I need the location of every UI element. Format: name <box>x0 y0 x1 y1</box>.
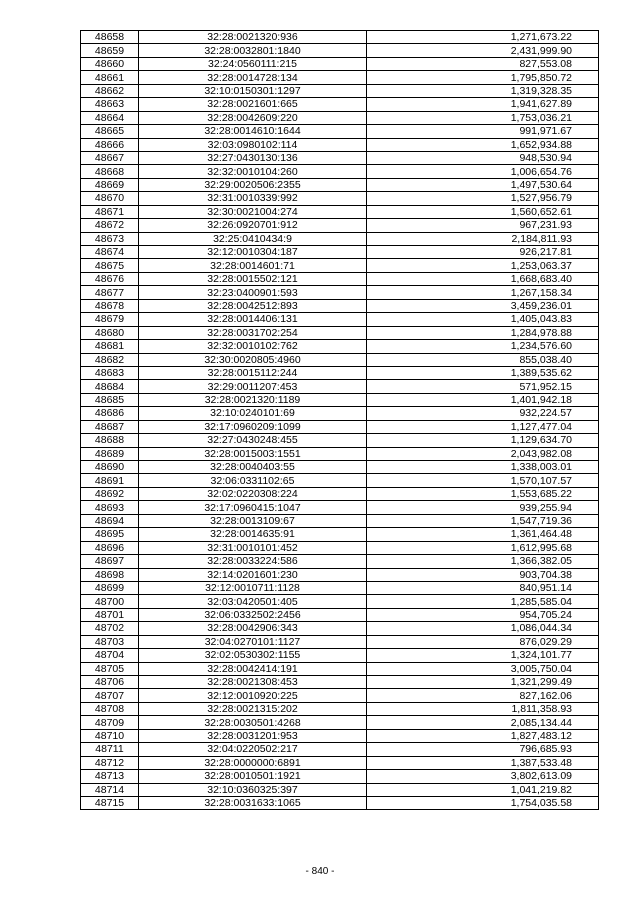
cadastral-number-cell: 32:24:0560111:215 <box>139 57 367 70</box>
amount-cell: 3,459,236.01 <box>367 299 599 312</box>
cadastral-number-cell: 32:28:0031702:254 <box>139 326 367 339</box>
amount-cell: 903,704.38 <box>367 568 599 581</box>
row-number-cell: 48713 <box>81 770 139 783</box>
row-number-cell: 48667 <box>81 151 139 164</box>
table-row <box>81 299 599 312</box>
row-number-cell: 48705 <box>81 662 139 675</box>
table-row <box>81 313 599 326</box>
table-row <box>81 151 599 164</box>
cadastral-number-cell: 32:29:0020506:2355 <box>139 178 367 191</box>
row-number-cell: 48689 <box>81 447 139 460</box>
table-row <box>81 44 599 57</box>
row-number-cell: 48706 <box>81 676 139 689</box>
row-number-cell: 48661 <box>81 71 139 84</box>
row-number-cell: 48687 <box>81 420 139 433</box>
amount-cell: 827,553.08 <box>367 57 599 70</box>
table-row <box>81 434 599 447</box>
cadastral-number-cell: 32:28:0015502:121 <box>139 272 367 285</box>
amount-cell: 991,971.67 <box>367 125 599 138</box>
row-number-cell: 48675 <box>81 259 139 272</box>
table-row <box>81 662 599 675</box>
row-number-cell: 48668 <box>81 165 139 178</box>
cadastral-number-cell: 32:28:0021601:665 <box>139 98 367 111</box>
table-row <box>81 689 599 702</box>
amount-cell: 1,319,328.35 <box>367 84 599 97</box>
amount-cell: 1,234,576.60 <box>367 340 599 353</box>
table-row <box>81 756 599 769</box>
row-number-cell: 48697 <box>81 555 139 568</box>
amount-cell: 1,389,535.62 <box>367 366 599 379</box>
amount-cell: 2,043,982.08 <box>367 447 599 460</box>
row-number-cell: 48662 <box>81 84 139 97</box>
cadastral-number-cell: 32:12:0010920:225 <box>139 689 367 702</box>
row-number-cell: 48674 <box>81 246 139 259</box>
cadastral-number-cell: 32:28:0015112:244 <box>139 366 367 379</box>
cadastral-number-cell: 32:28:0014728:134 <box>139 71 367 84</box>
row-number-cell: 48678 <box>81 299 139 312</box>
amount-cell: 1,324,101.77 <box>367 649 599 662</box>
table-row <box>81 259 599 272</box>
amount-cell: 1,006,654.76 <box>367 165 599 178</box>
amount-cell: 1,827,483.12 <box>367 729 599 742</box>
table-row <box>81 286 599 299</box>
amount-cell: 855,038.40 <box>367 353 599 366</box>
row-number-cell: 48710 <box>81 729 139 742</box>
amount-cell: 1,405,043.83 <box>367 313 599 326</box>
table-row <box>81 796 599 809</box>
table-body <box>81 31 599 810</box>
row-number-cell: 48682 <box>81 353 139 366</box>
cadastral-number-cell: 32:02:0220308:224 <box>139 487 367 500</box>
table-row <box>81 192 599 205</box>
row-number-cell: 48665 <box>81 125 139 138</box>
table-row <box>81 366 599 379</box>
cadastral-number-cell: 32:32:0010102:762 <box>139 340 367 353</box>
table-row <box>81 635 599 648</box>
row-number-cell: 48677 <box>81 286 139 299</box>
cadastral-number-cell: 32:14:0201601:230 <box>139 568 367 581</box>
amount-cell: 1,253,063.37 <box>367 259 599 272</box>
table-row <box>81 31 599 44</box>
cadastral-number-cell: 32:28:0021320:936 <box>139 31 367 44</box>
cadastral-number-cell: 32:28:0021308:453 <box>139 676 367 689</box>
table-row <box>81 555 599 568</box>
amount-cell: 1,811,358.93 <box>367 702 599 715</box>
amount-cell: 571,952.15 <box>367 380 599 393</box>
amount-cell: 926,217.81 <box>367 246 599 259</box>
amount-cell: 3,802,613.09 <box>367 770 599 783</box>
amount-cell: 796,685.93 <box>367 743 599 756</box>
table-row <box>81 71 599 84</box>
data-table <box>80 30 599 810</box>
row-number-cell: 48663 <box>81 98 139 111</box>
cadastral-number-cell: 32:28:0032801:1840 <box>139 44 367 57</box>
row-number-cell: 48696 <box>81 541 139 554</box>
table-row <box>81 138 599 151</box>
table-row <box>81 487 599 500</box>
table-row <box>81 407 599 420</box>
table-row <box>81 111 599 124</box>
amount-cell: 1,127,477.04 <box>367 420 599 433</box>
row-number-cell: 48681 <box>81 340 139 353</box>
amount-cell: 1,547,719.36 <box>367 514 599 527</box>
amount-cell: 840,951.14 <box>367 581 599 594</box>
row-number-cell: 48666 <box>81 138 139 151</box>
cadastral-number-cell: 32:31:0010339:992 <box>139 192 367 205</box>
table-row <box>81 393 599 406</box>
table-row <box>81 272 599 285</box>
row-number-cell: 48698 <box>81 568 139 581</box>
amount-cell: 1,338,003.01 <box>367 461 599 474</box>
cadastral-number-cell: 32:28:0040403:55 <box>139 461 367 474</box>
cadastral-number-cell: 32:28:0021320:1189 <box>139 393 367 406</box>
cadastral-number-cell: 32:02:0530302:1155 <box>139 649 367 662</box>
row-number-cell: 48688 <box>81 434 139 447</box>
cadastral-number-cell: 32:26:0920701:912 <box>139 219 367 232</box>
table-row <box>81 622 599 635</box>
table-row <box>81 702 599 715</box>
amount-cell: 1,387,533.48 <box>367 756 599 769</box>
table-row <box>81 568 599 581</box>
table-row <box>81 205 599 218</box>
table-row <box>81 84 599 97</box>
table-row <box>81 353 599 366</box>
row-number-cell: 48699 <box>81 581 139 594</box>
table-row <box>81 676 599 689</box>
cadastral-number-cell: 32:32:0010104:260 <box>139 165 367 178</box>
cadastral-number-cell: 32:28:0042906:343 <box>139 622 367 635</box>
table-row <box>81 232 599 245</box>
cadastral-number-cell: 32:10:0240101:69 <box>139 407 367 420</box>
amount-cell: 954,705.24 <box>367 608 599 621</box>
amount-cell: 1,129,634.70 <box>367 434 599 447</box>
table-row <box>81 461 599 474</box>
amount-cell: 1,553,685.22 <box>367 487 599 500</box>
row-number-cell: 48714 <box>81 783 139 796</box>
amount-cell: 1,795,850.72 <box>367 71 599 84</box>
cadastral-number-cell: 32:06:0332502:2456 <box>139 608 367 621</box>
table-row <box>81 541 599 554</box>
row-number-cell: 48664 <box>81 111 139 124</box>
table-row <box>81 770 599 783</box>
row-number-cell: 48673 <box>81 232 139 245</box>
row-number-cell: 48660 <box>81 57 139 70</box>
cadastral-number-cell: 32:03:0980102:114 <box>139 138 367 151</box>
row-number-cell: 48709 <box>81 716 139 729</box>
cadastral-number-cell: 32:17:0960209:1099 <box>139 420 367 433</box>
table-row <box>81 178 599 191</box>
row-number-cell: 48702 <box>81 622 139 635</box>
row-number-cell: 48703 <box>81 635 139 648</box>
amount-cell: 3,005,750.04 <box>367 662 599 675</box>
amount-cell: 1,361,464.48 <box>367 528 599 541</box>
table-row <box>81 501 599 514</box>
cadastral-number-cell: 32:28:0030501:4268 <box>139 716 367 729</box>
amount-cell: 1,612,995.68 <box>367 541 599 554</box>
cadastral-number-cell: 32:28:0014406:131 <box>139 313 367 326</box>
table-row <box>81 729 599 742</box>
cadastral-number-cell: 32:30:0021004:274 <box>139 205 367 218</box>
cadastral-number-cell: 32:28:0014601:71 <box>139 259 367 272</box>
cadastral-number-cell: 32:23:0400901:593 <box>139 286 367 299</box>
cadastral-number-cell: 32:12:0010711:1128 <box>139 581 367 594</box>
cadastral-number-cell: 32:10:0360325:397 <box>139 783 367 796</box>
cadastral-number-cell: 32:28:0042414:191 <box>139 662 367 675</box>
amount-cell: 1,497,530.64 <box>367 178 599 191</box>
amount-cell: 1,366,382.05 <box>367 555 599 568</box>
amount-cell: 948,530.94 <box>367 151 599 164</box>
cadastral-number-cell: 32:28:0013109:67 <box>139 514 367 527</box>
amount-cell: 2,184,811.93 <box>367 232 599 245</box>
table-row <box>81 340 599 353</box>
cadastral-number-cell: 32:06:0331102:65 <box>139 474 367 487</box>
table-row <box>81 326 599 339</box>
amount-cell: 1,271,673.22 <box>367 31 599 44</box>
row-number-cell: 48692 <box>81 487 139 500</box>
table-row <box>81 219 599 232</box>
amount-cell: 932,224.57 <box>367 407 599 420</box>
cadastral-number-cell: 32:28:0014635:91 <box>139 528 367 541</box>
row-number-cell: 48683 <box>81 366 139 379</box>
row-number-cell: 48691 <box>81 474 139 487</box>
amount-cell: 1,267,158.34 <box>367 286 599 299</box>
amount-cell: 1,652,934.88 <box>367 138 599 151</box>
row-number-cell: 48684 <box>81 380 139 393</box>
page-number: - 840 - <box>305 866 335 877</box>
cadastral-number-cell: 32:25:0410434:9 <box>139 232 367 245</box>
row-number-cell: 48708 <box>81 702 139 715</box>
amount-cell: 1,321,299.49 <box>367 676 599 689</box>
amount-cell: 1,041,219.82 <box>367 783 599 796</box>
row-number-cell: 48711 <box>81 743 139 756</box>
cadastral-number-cell: 32:28:0042512:893 <box>139 299 367 312</box>
table-row <box>81 98 599 111</box>
row-number-cell: 48679 <box>81 313 139 326</box>
table-row <box>81 246 599 259</box>
row-number-cell: 48712 <box>81 756 139 769</box>
table-row <box>81 380 599 393</box>
table-row <box>81 528 599 541</box>
amount-cell: 939,255.94 <box>367 501 599 514</box>
table-row <box>81 743 599 756</box>
row-number-cell: 48672 <box>81 219 139 232</box>
cadastral-number-cell: 32:27:0430130:136 <box>139 151 367 164</box>
amount-cell: 1,668,683.40 <box>367 272 599 285</box>
row-number-cell: 48694 <box>81 514 139 527</box>
table-row <box>81 125 599 138</box>
amount-cell: 1,570,107.57 <box>367 474 599 487</box>
amount-cell: 1,086,044.34 <box>367 622 599 635</box>
cadastral-number-cell: 32:04:0270101:1127 <box>139 635 367 648</box>
cadastral-number-cell: 32:28:0033224:586 <box>139 555 367 568</box>
table-row <box>81 608 599 621</box>
row-number-cell: 48685 <box>81 393 139 406</box>
table-row <box>81 649 599 662</box>
amount-cell: 1,401,942.18 <box>367 393 599 406</box>
cadastral-number-cell: 32:29:0011207:453 <box>139 380 367 393</box>
row-number-cell: 48715 <box>81 796 139 809</box>
cadastral-number-cell: 32:28:0014610:1644 <box>139 125 367 138</box>
table-row <box>81 165 599 178</box>
row-number-cell: 48700 <box>81 595 139 608</box>
amount-cell: 1,941,627.89 <box>367 98 599 111</box>
row-number-cell: 48658 <box>81 31 139 44</box>
table-row <box>81 595 599 608</box>
cadastral-number-cell: 32:28:0042609:220 <box>139 111 367 124</box>
table-row <box>81 474 599 487</box>
cadastral-number-cell: 32:28:0021315:202 <box>139 702 367 715</box>
row-number-cell: 48704 <box>81 649 139 662</box>
amount-cell: 1,285,585.04 <box>367 595 599 608</box>
amount-cell: 1,284,978.88 <box>367 326 599 339</box>
amount-cell: 1,753,036.21 <box>367 111 599 124</box>
table-row <box>81 57 599 70</box>
table-row <box>81 447 599 460</box>
cadastral-number-cell: 32:28:0000000:6891 <box>139 756 367 769</box>
cadastral-number-cell: 32:30:0020805:4960 <box>139 353 367 366</box>
cadastral-number-cell: 32:28:0031633:1065 <box>139 796 367 809</box>
amount-cell: 1,527,956.79 <box>367 192 599 205</box>
cadastral-number-cell: 32:31:0010101:452 <box>139 541 367 554</box>
row-number-cell: 48671 <box>81 205 139 218</box>
row-number-cell: 48680 <box>81 326 139 339</box>
amount-cell: 876,029.29 <box>367 635 599 648</box>
amount-cell: 2,431,999.90 <box>367 44 599 57</box>
row-number-cell: 48669 <box>81 178 139 191</box>
row-number-cell: 48695 <box>81 528 139 541</box>
cadastral-number-cell: 32:28:0015003:1551 <box>139 447 367 460</box>
table-row <box>81 514 599 527</box>
row-number-cell: 48693 <box>81 501 139 514</box>
row-number-cell: 48690 <box>81 461 139 474</box>
amount-cell: 827,162.06 <box>367 689 599 702</box>
amount-cell: 1,754,035.58 <box>367 796 599 809</box>
amount-cell: 2,085,134.44 <box>367 716 599 729</box>
cadastral-number-cell: 32:27:0430248:455 <box>139 434 367 447</box>
cadastral-number-cell: 32:17:0960415:1047 <box>139 501 367 514</box>
row-number-cell: 48676 <box>81 272 139 285</box>
cadastral-number-cell: 32:12:0010304:187 <box>139 246 367 259</box>
row-number-cell: 48670 <box>81 192 139 205</box>
amount-cell: 1,560,652.61 <box>367 205 599 218</box>
table-row <box>81 581 599 594</box>
table-row <box>81 716 599 729</box>
cadastral-number-cell: 32:03:0420501:405 <box>139 595 367 608</box>
table-row <box>81 420 599 433</box>
row-number-cell: 48701 <box>81 608 139 621</box>
cadastral-number-cell: 32:04:0220502:217 <box>139 743 367 756</box>
amount-cell: 967,231.93 <box>367 219 599 232</box>
cadastral-number-cell: 32:10:0150301:1297 <box>139 84 367 97</box>
table-row <box>81 783 599 796</box>
cadastral-number-cell: 32:28:0031201:953 <box>139 729 367 742</box>
cadastral-number-cell: 32:28:0010501:1921 <box>139 770 367 783</box>
row-number-cell: 48659 <box>81 44 139 57</box>
row-number-cell: 48686 <box>81 407 139 420</box>
row-number-cell: 48707 <box>81 689 139 702</box>
